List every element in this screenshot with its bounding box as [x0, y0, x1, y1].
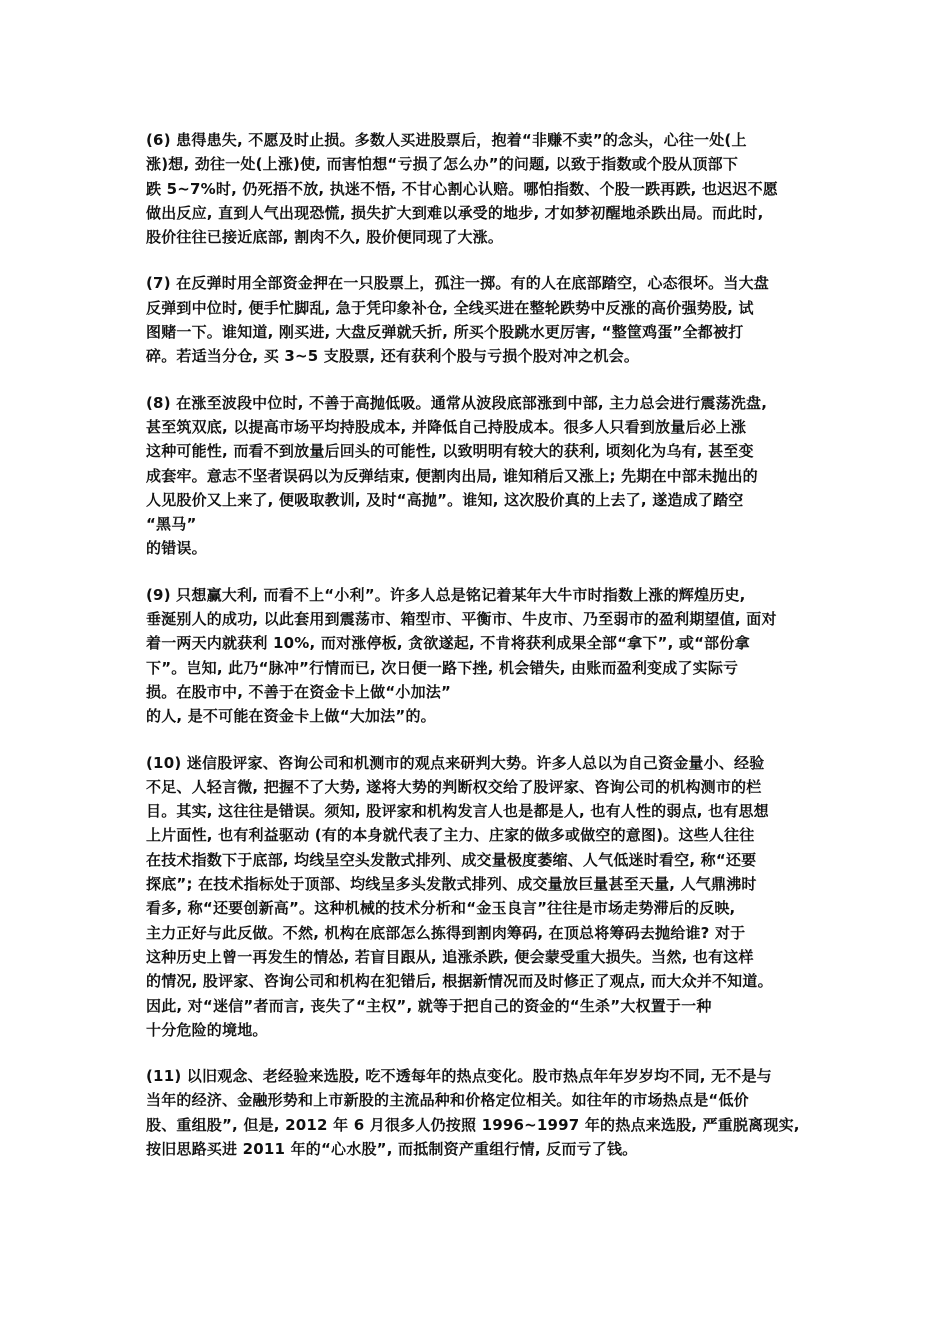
text-line: (7) 在反弹时用全部资金押在一只股票上，孤注一掷。有的人在底部踏空，心态很坏。当大盘 — [146, 274, 769, 293]
text-line: 当年的经济、金融形势和上市新股的主流品种和价格定位相关。如往年的市场热点是“低价 — [146, 1091, 749, 1110]
text-line: 垂涎别人的成功, 以此套用到震荡市、箱型市、平衡市、牛皮市、乃至弱市的盈利期望值, 面对 — [146, 610, 777, 629]
text-line: 人见股价又上来了, 便吸取教训, 及时“高抛”。谁知, 这次股价真的上去了, 遂造成了踏空 — [146, 490, 744, 509]
text-line: 图赌一下。谁知道, 刚买进, 大盘反弹就夭折, 所买个股跳水更厉害, “整筐鸡蛋”全都被打 — [146, 323, 744, 342]
text-line: (6) 患得患失, 不愿及时止损。多数人买进股票后，抱着“非赚不卖”的念头，心往一处(上 — [146, 131, 747, 149]
text-line: 成套牢。意志不坚者误码以为反弹结束, 便割肉出局, 谁知稍后又涨上; 先期在中部未抛出的 — [146, 466, 758, 485]
paragraph-11 — [146, 1064, 816, 1161]
text-line: (11) 以旧观念、老经验来选股, 吃不透每年的热点变化。股市热点年年岁岁均不同, 无不是与 — [146, 1067, 772, 1086]
text-line: 着一两天内就获利 10%, 而对涨停板, 贪欲遂起, 不肯将获利成果全部“拿下”, 或“部份拿 — [146, 634, 750, 653]
text-line: (9) 只想赢大利, 而看不上“小利”。许多人总是铭记着某年大牛市时指数上涨的辉煌历史, — [146, 585, 746, 604]
text-line: 损。在股市中, 不善于在资金卡上做“小加法” — [146, 682, 452, 701]
text-line: “黑马” — [146, 515, 197, 534]
text-line: (8) 在涨至波段中位时, 不善于高抛低吸。通常从波段底部涨到中部, 主力总会进行震荡洗盘, — [146, 393, 768, 412]
paragraph-8 — [146, 391, 816, 561]
text-line: 碎。若适当分仓, 买 3~5 支股票, 还有获利个股与亏损个股对冲之机会。 — [146, 347, 640, 366]
text-line: 的情况, 股评家、咨询公司和机构在犯错后, 根据新情况而及时修正了观点, 而大众并不知道。 — [146, 972, 773, 991]
document-body — [146, 128, 816, 1183]
text-line: 甚至筑双底, 以提高市场平均持股成本, 并降低自己持股成本。很多人只看到放量后必上涨 — [146, 417, 747, 436]
text-line: 做出反应, 直到人气出现恐慌, 损失扩大到难以承受的地步, 才如梦初醒地杀跌出局。而此时, — [146, 203, 764, 222]
text-line: 的错误。 — [146, 539, 207, 558]
text-line: (10) 迷信股评家、咨询公司和机测市的观点来研判大势。许多人总以为自己资金量小、经验 — [146, 753, 765, 772]
text-line: 十分危险的境地。 — [146, 1020, 268, 1039]
text-line: 在技术指数下于底部, 均线呈空头发散式排列、成交量极度萎缩、人气低迷时看空, 称“还要 — [146, 850, 757, 869]
text-line: 目。其实, 这往往是错误。须知, 股评家和机构发言人也是都是人, 也有人性的弱点, 也有思想 — [146, 802, 769, 821]
text-line: 的人, 是不可能在资金卡上做“大加法”的。 — [146, 707, 436, 726]
text-line: 因此, 对“迷信”者而言, 丧失了“主权”, 就等于把自己的资金的“生杀”大权置于一种 — [146, 996, 712, 1015]
text-line: 跌 5~7%时, 仍死捂不放, 执迷不悟, 不甘心割心认赔。哪怕指数、个股一跌再跌, 也迟迟不愿 — [146, 179, 778, 198]
text-line: 股、重组股”, 但是, 2012 年 6 月很多人仍按照 1996~1997 年的热点来选股, 严重脱离现实, — [146, 1115, 800, 1134]
text-line: 股价往往已接近底部, 割肉不久, 股价便同现了大涨。 — [146, 228, 504, 247]
text-line: 涨)想, 劲往一处(上涨)使, 而害怕想“亏损了怎么办”的问题, 以致于指数或个股从顶部下 — [146, 155, 739, 174]
text-line: 上片面性, 也有利益驱动 (有的本身就代表了主力、庄家的做多或做空的意图)。这些人往往 — [146, 826, 755, 845]
text-line: 探底”; 在技术指标处于顶部、均线呈多头发散式排列、成交量放巨量甚至天量, 人气鼎沸时 — [146, 875, 757, 894]
text-line: 主力正好与此反做。不然, 机构在底部怎么拣得到割肉筹码, 在顶总将筹码去抛给谁? 对于 — [146, 923, 746, 942]
paragraph-9 — [146, 583, 816, 729]
text-line: 按旧思路买进 2011 年的“心水股”, 而抵制资产重组行情, 反而亏了钱。 — [146, 1139, 638, 1158]
text-line: 这种历史上曾一再发生的情怂, 若盲目跟从, 追涨杀跌, 便会蒙受重大损失。当然, 也有这样 — [146, 947, 754, 966]
paragraph-7 — [146, 271, 816, 368]
text-line: 反弹到中位时, 便手忙脚乱, 急于凭印象补仓, 全线买进在整轮跌势中反涨的高价强势股, 试 — [146, 298, 754, 317]
paragraph-6 — [146, 128, 816, 249]
text-line: 看多, 称“还要创新高”。这种机械的技术分析和“金玉良言”往往是市场走势滞后的反映, — [146, 899, 736, 918]
text-line: 这种可能性, 而看不到放量后回头的可能性, 以致明明有较大的获利, 顷刻化为乌有, 甚至变 — [146, 442, 754, 461]
paragraph-10 — [146, 751, 816, 1043]
text-line: 不足、人轻言微, 把握不了大势, 遂将大势的判断权交给了股评家、咨询公司的机构测市的栏 — [146, 777, 762, 796]
text-line: 下”。岂知, 此乃“脉冲”行情而已, 次日便一路下挫, 机会错失, 由账而盈利变成了实际亏 — [146, 658, 739, 677]
